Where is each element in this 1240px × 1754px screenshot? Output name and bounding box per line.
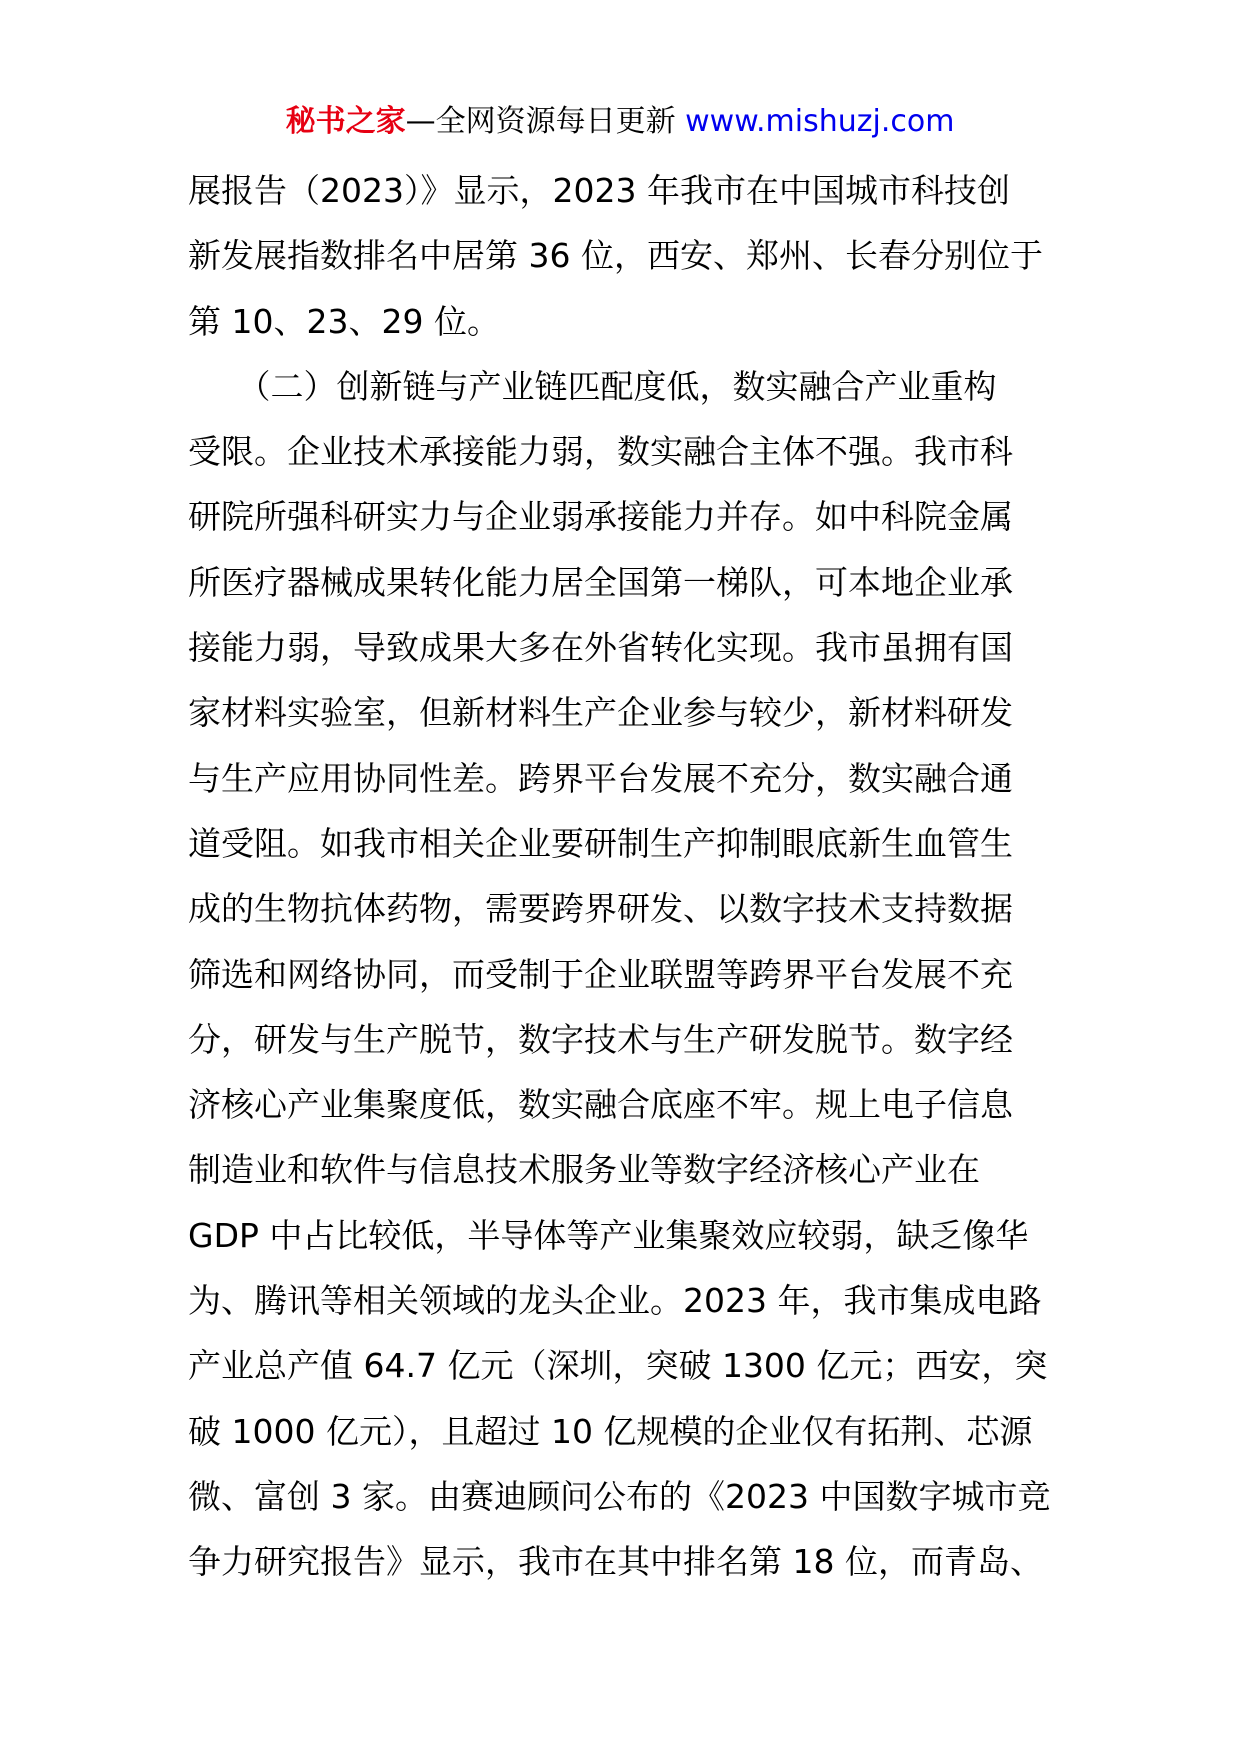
text-line: 家材料实验室，但新材料生产企业参与较少，新材料研发 <box>188 693 1013 733</box>
text-line: 展报告（2023）》显示，2023 年我市在中国城市科技创 <box>188 171 1010 210</box>
text-line: GDP 中占比较低，半导体等产业集聚效应较弱，缺乏像华 <box>188 1215 1029 1255</box>
text-line: 微、富创 3 家。由赛迪顾问公布的《2023 中国数字城市竞 <box>188 1476 1051 1516</box>
text-line: 接能力弱，导致成果大多在外省转化实现。我市虽拥有国 <box>188 628 1013 668</box>
site-url-link[interactable]: www.mishuzj.com <box>685 104 955 139</box>
text-line: （二）创新链与产业链匹配度低，数实融合产业重构 <box>188 366 997 406</box>
text-line: 受限。企业技术承接能力弱，数实融合主体不强。我市科 <box>188 432 1013 472</box>
text-line: 破 1000 亿元），且超过 10 亿规模的企业仅有拓荆、芯源 <box>188 1411 1033 1451</box>
brand-name: 秘书之家 <box>285 104 406 139</box>
body-text <box>188 158 1068 1595</box>
text-line: 筛选和网络协同，而受制于企业联盟等跨界平台发展不充 <box>188 954 1013 994</box>
text-line: 产业总产值 64.7 亿元（深圳，突破 1300 亿元；西安，突 <box>188 1346 1048 1386</box>
text-line: 争力研究报告》显示，我市在其中排名第 18 位，而青岛、 <box>188 1542 1043 1582</box>
text-line: 制造业和软件与信息技术服务业等数字经济核心产业在 <box>188 1150 980 1190</box>
text-line: 与生产应用协同性差。跨界平台发展不充分，数实融合通 <box>188 758 1013 798</box>
header-tagline: —全网资源每日更新 <box>405 104 676 139</box>
text-line: 分，研发与生产脱节，数字技术与生产研发脱节。数字经 <box>188 1019 1013 1059</box>
text-line: 第 10、23、29 位。 <box>188 301 500 341</box>
text-line: 道受阻。如我市相关企业要研制生产抑制眼底新生血管生 <box>188 823 1013 863</box>
text-line: 济核心产业集聚度低，数实融合底座不牢。规上电子信息 <box>188 1085 1013 1125</box>
page-header <box>0 100 1240 144</box>
text-line: 所医疗器械成果转化能力居全国第一梯队，可本地企业承 <box>188 562 1013 602</box>
text-line: 为、腾讯等相关领域的龙头企业。2023 年，我市集成电路 <box>188 1281 1042 1321</box>
text-line: 成的生物抗体药物，需要跨界研发、以数字技术支持数据 <box>188 889 1013 929</box>
text-line: 新发展指数排名中居第 36 位，西安、郑州、长春分别位于 <box>188 236 1043 276</box>
text-line: 研院所强科研实力与企业弱承接能力并存。如中科院金属 <box>188 497 1013 537</box>
